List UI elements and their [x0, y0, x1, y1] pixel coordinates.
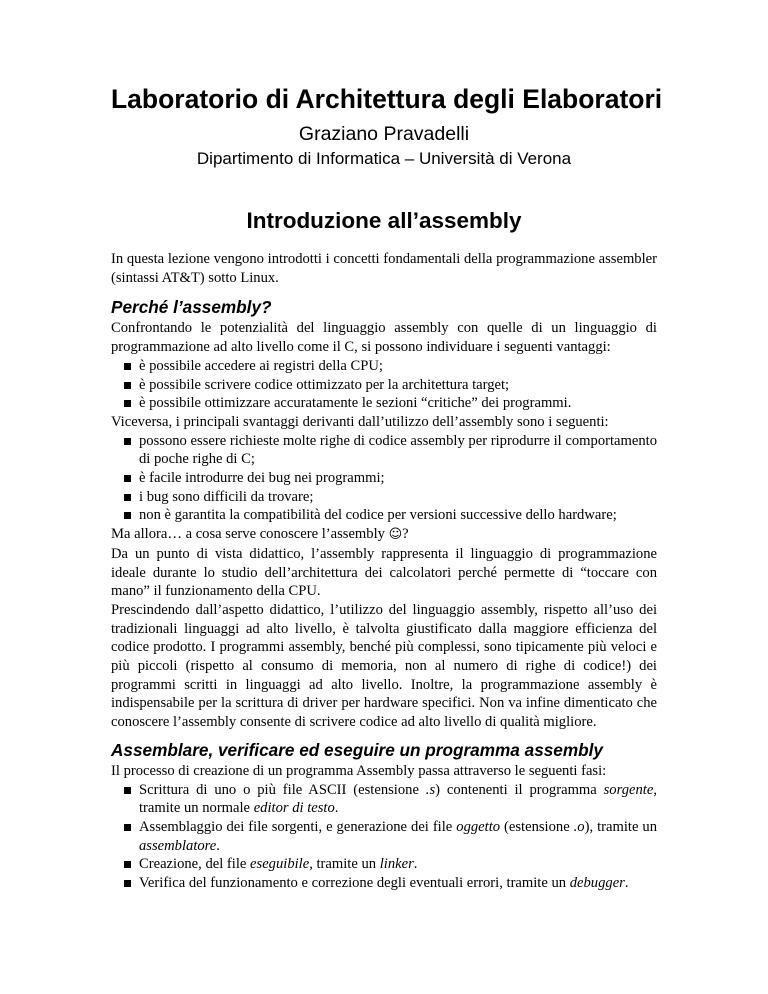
section-heading-assemble: Assemblare, verificare ed eseguire un programma assembly	[111, 739, 603, 760]
disadvantages-intro: Viceversa, i principali svantaggi derivanti dall’utilizzo dell’assembly sono i seguenti:	[111, 413, 609, 430]
efficiency-paragraph: Prescindendo dall’aspetto didattico, l’utilizzo del linguaggio assembly, rispetto all’uso dei tradizionali linguaggi ad alto livello, è talvolta giustificato dalla maggiore efficienza del codice prodotto. I programmi assembly, benché più complessi, sono tipicamente più veloci e più piccoli (rispetto al consumo di memoria, non al numero di righe di codice!) dei programmi scritti in linguaggi ad alto livello. Inoltre, la programmazione assembly è indispensabile per la scrittura di driver per hardware specifici. Non va infine dimenticato che conoscere l’assembly consente di scrivere codice ad alto livello di qualità migliore.	[111, 601, 657, 731]
list-item: Scrittura di uno o più file ASCII (estensione .s) contenenti il programma sorgente, tramite un normale editor di testo.	[111, 781, 657, 818]
square-bullet-icon	[124, 363, 131, 370]
author-name: Graziano Pravadelli	[298, 123, 470, 145]
advantages-intro: Confrontando le potenzialità del linguaggio assembly con quelle di un linguaggio di programmazione ad alto livello come il C, si possono individuare i seguenti vantaggi:	[111, 320, 657, 356]
document-page	[111, 80, 663, 893]
lesson-title: Introduzione all’assembly	[246, 208, 522, 233]
phases-list	[111, 781, 657, 893]
list-item: i bug sono difficili da trovare;	[111, 488, 657, 507]
list-item: è possibile scrivere codice ottimizzato per la architettura target;	[111, 376, 657, 395]
list-item: Creazione, del file eseguibile, tramite un linker.	[111, 855, 657, 874]
square-bullet-icon	[124, 512, 131, 519]
question-paragraph: Ma allora… a cosa serve conoscere l’assembly ☺?	[111, 525, 657, 545]
square-bullet-icon	[124, 438, 131, 445]
document-title: Laboratorio di Architettura degli Elaboratori	[111, 84, 663, 114]
square-bullet-icon	[124, 382, 131, 389]
square-bullet-icon	[124, 400, 131, 407]
disadvantages-list	[111, 432, 657, 526]
didactic-paragraph: Da un punto di vista didattico, l’assembly rappresenta il linguaggio di programmazione ideale durante lo studio dell’architettura dei calcolatori perché permette di “toccare con mano” il funzionamento della CPU.	[111, 545, 657, 600]
advantages-list	[111, 357, 657, 413]
phases-intro: Il processo di creazione di un programma Assembly passa attraverso le seguenti fasi:	[111, 762, 607, 779]
list-item: è possibile accedere ai registri della CPU;	[111, 357, 657, 376]
list-item: è facile introdurre dei bug nei programmi;	[111, 469, 657, 488]
smiley-icon: ☺	[388, 527, 403, 543]
list-item: possono essere richieste molte righe di codice assembly per riprodurre il comportamento di poche righe di C;	[111, 432, 657, 469]
square-bullet-icon	[124, 861, 131, 868]
list-item: è possibile ottimizzare accuratamente le sezioni “critiche” dei programmi.	[111, 394, 657, 413]
square-bullet-icon	[124, 494, 131, 501]
square-bullet-icon	[124, 787, 131, 794]
section-heading-why-assembly: Perché l’assembly?	[111, 297, 272, 318]
square-bullet-icon	[124, 824, 131, 831]
list-item: non è garantita la compatibilità del codice per versioni successive dello hardware;	[111, 506, 657, 525]
author-affiliation: Dipartimento di Informatica – Università di Verona	[196, 149, 572, 168]
square-bullet-icon	[124, 880, 131, 887]
list-item: Verifica del funzionamento e correzione degli eventuali errori, tramite un debugger.	[111, 874, 657, 893]
square-bullet-icon	[124, 475, 131, 482]
list-item: Assemblaggio dei file sorgenti, e generazione dei file oggetto (estensione .o), tramite un assemblatore.	[111, 818, 657, 855]
intro-paragraph: In questa lezione vengono introdotti i concetti fondamentali della programmazione assembler (sintassi AT&T) sotto Linux.	[111, 251, 657, 286]
